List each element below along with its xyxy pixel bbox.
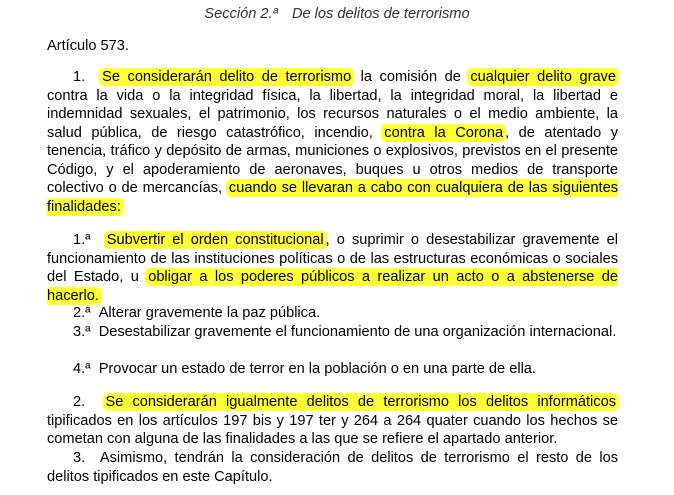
paragraph-3: 3. Asimismo, tendrán la consideración de delitos de terrorismo el resto de los delitos tipificados en este Capítulo. — [47, 450, 619, 485]
highlight: Subvertir el orden constitucional — [106, 232, 324, 248]
paragraph-number: 3. — [73, 450, 86, 466]
section-label: Sección 2.ª — [204, 6, 278, 22]
paragraph-number: 2. — [73, 394, 86, 410]
paragraph-2: 2. Se considerarán igualmente delitos de terrorismo los delitos informáticos tipificados en los artículos 197 bis y 197 ter y 264 a 264 quater cuando los hechos se cometan con alguna de las finalidades a las que se refiere el apartado anterior. — [47, 394, 618, 447]
highlight: obligar a los poderes públicos a realizar un acto o a abstenerse de hacerlo. — [47, 269, 618, 304]
highlight: cuando se llevaran a cabo con cualquiera de las siguientes finalidades: — [47, 180, 619, 215]
list-item-2: 2.ª Alterar gravemente la paz pública. — [73, 305, 321, 321]
article-heading: Artículo 573. — [47, 38, 129, 54]
list-item-3: 3.ª Desestabilizar gravemente el funcionamiento de una organización internacional. — [73, 324, 617, 340]
list-item-1: 1.ª Subvertir el orden constitucional , o suprimir o desestabilizar gravemente el funcionamiento de las instituciones políticas o de las estructuras económicas o sociales del Estado, u obligar a los poderes públicos a realizar un acto o a abstenerse de hacerlo. — [47, 232, 618, 304]
section-title — [0, 6, 674, 22]
highlight: cualquier delito grave — [470, 69, 616, 85]
item-number: 4.ª — [73, 361, 91, 377]
list-item-4: 4.ª Provocar un estado de terror en la población o en una parte de ella. — [73, 361, 536, 377]
item-number: 1.ª — [73, 232, 91, 248]
item-number: 3.ª — [73, 324, 91, 340]
item-number: 2.ª — [73, 305, 91, 321]
highlight: Se considerarán igualmente delitos de terrorismo los delitos informáticos — [105, 394, 616, 410]
highlight: contra la Corona — [384, 124, 504, 141]
section-name: De los delitos de terrorismo — [291, 6, 470, 22]
paragraph-number: 1. — [73, 69, 86, 85]
highlight: Se considerarán delito de terrorismo — [102, 69, 352, 85]
paragraph-1: 1. Se considerarán delito de terrorismo la comisión de cualquier delito grave contra la vida o la integridad física, la libertad, la integridad moral, la libertad e indemnidad sexuales, el patrimonio, los recursos naturales o el medio ambiente, la salud pública, de riesgo catastrófico, incendio, contra la Corona , de atentado y tenencia, tráfico y depósito de armas, municiones o explosivos, previstos en el presente Código, y el apoderamiento de aeronaves, buques u otros medios de transporte colectivo o de mercancías, cuando se llevaran a cabo con cualquiera de las siguientes finalidades: — [47, 69, 619, 215]
